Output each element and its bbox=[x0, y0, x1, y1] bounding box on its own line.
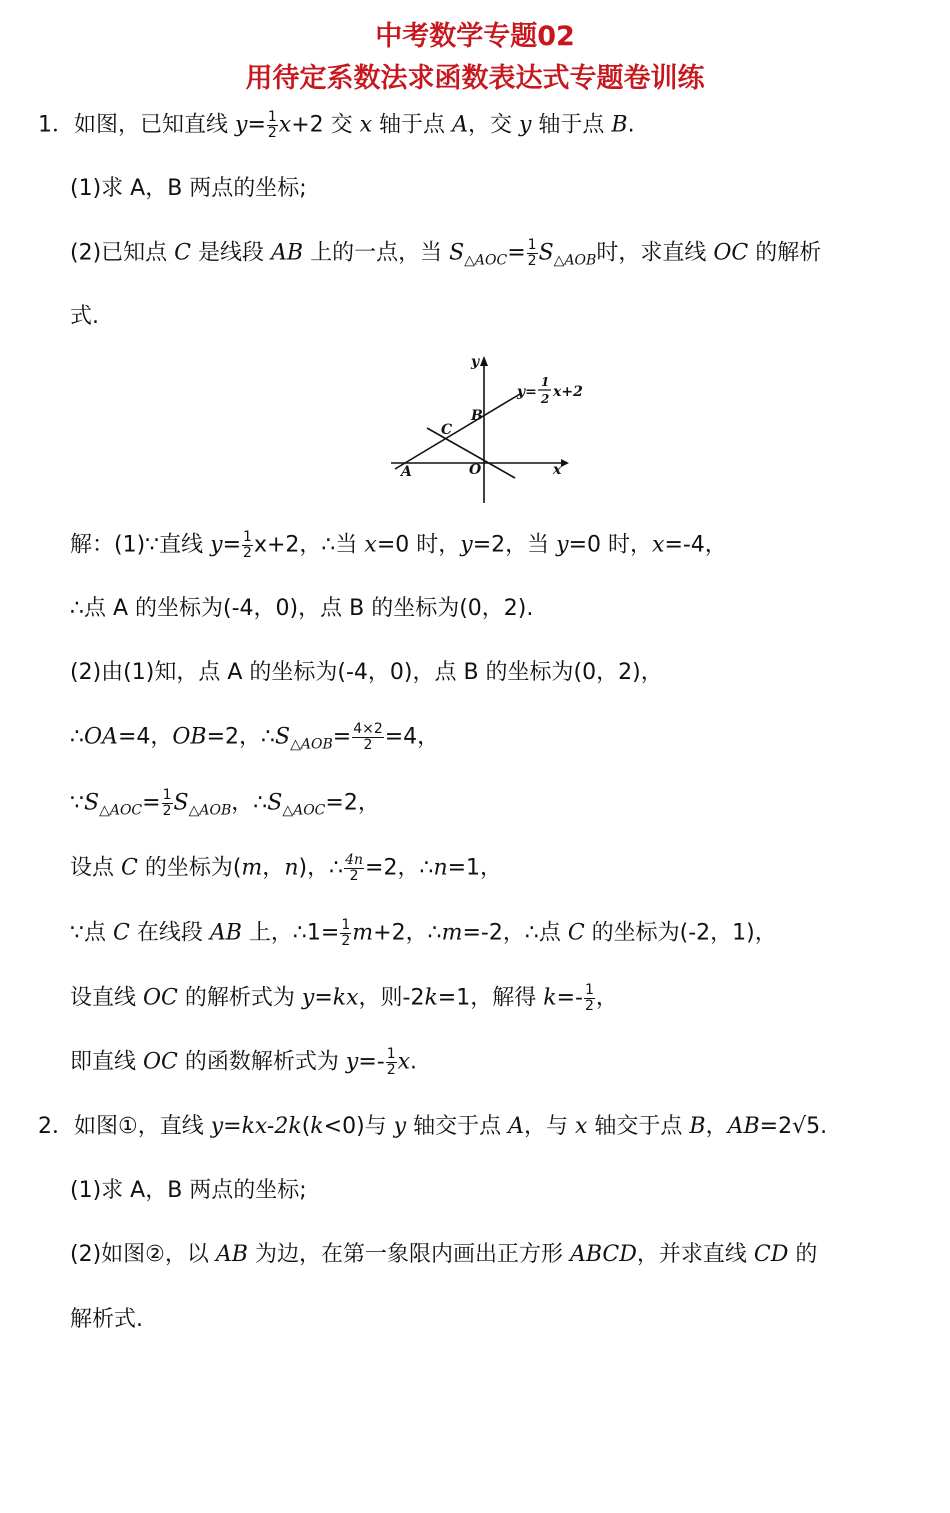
q1-stem: 1．如图，已知直线 y= $\frac{1}{2}$ x+2 交 x 轴于点 A，交 y 轴于点 B. bbox=[38, 109, 635, 141]
label-y: y bbox=[471, 354, 480, 370]
q2-part2: (2)如图②，以 AB 为边，在第一象限内画出正方形 ABCD，并求直线 CD 的 bbox=[70, 1242, 818, 1267]
label-c: C bbox=[441, 422, 453, 438]
q2-stem: 2．如图①，直线 y=kx-2k(k<0)与 y 轴交于点 A，与 x 轴交于点 B，AB=2√5. bbox=[38, 1114, 828, 1139]
q1-solution-line9: 即直线 OC 的函数解析式为 y=- $\frac{1}{2}$ x. bbox=[70, 1046, 418, 1078]
q1-part2-cont: 式. bbox=[70, 304, 99, 329]
label-x: x bbox=[553, 462, 562, 478]
q1-solution-line3: (2)由(1)知，点 A 的坐标为(-4，0)，点 B 的坐标为(0，2)， bbox=[70, 660, 663, 685]
fraction: $\frac{1}{2}$ bbox=[267, 109, 277, 141]
fraction: $\frac{4n}{2}$ bbox=[345, 852, 364, 884]
q2-part2-cont: 解析式. bbox=[70, 1307, 143, 1332]
page-subtitle: 用待定系数法求函数表达式专题卷训练 bbox=[245, 63, 705, 94]
label-eq-a: y= bbox=[517, 384, 537, 400]
label-eq-num: 1 bbox=[541, 375, 550, 389]
label-eq-b: x+2 bbox=[553, 384, 583, 400]
fraction: $\frac{1}{2}$ bbox=[162, 787, 172, 819]
label-eq-den: 2 bbox=[541, 392, 550, 406]
q1-solution-line2: ∴点 A 的坐标为(-4，0)，点 B 的坐标为(0，2). bbox=[70, 596, 534, 621]
fraction: $\frac{4\times 2}{2}$ bbox=[353, 721, 383, 753]
fraction: $\frac{1}{2}$ bbox=[386, 1046, 396, 1078]
q1-solution-line6: 设点 C 的坐标为(m，n)，∴ $\frac{4n}{2}$ =2，∴n=1， bbox=[70, 852, 503, 884]
coordinate-figure bbox=[385, 348, 585, 508]
q1-solution-line7: ∵点 C 在线段 AB 上，∴1= $\frac{1}{2}$ m+2，∴m=-2，∴点 C 的坐标为(-2，1)， bbox=[70, 917, 777, 949]
q1-solution-line5: $\because S_{\triangle AOC}=$ $\frac{1}{2}$ $S_{\triangle AOB}$，$\therefore S_{\triangle AOC}=2$， bbox=[70, 787, 380, 819]
q1-solution-line1: 解：(1)∵直线 y= $\frac{1}{2}$ x+2，∴当 x=0 时，y=2，当 y=0 时，x=-4， bbox=[70, 529, 727, 561]
fraction: $\frac{1}{2}$ bbox=[527, 237, 537, 269]
page-title: 中考数学专题02 bbox=[375, 21, 575, 52]
q1-part2: (2)已知点 C 是线段 AB 上的一点，当 $S_{\triangle AOC}=$ $\frac{1}{2}$ $S_{\triangle AOB}$时，求直线 OC 的解析 bbox=[70, 237, 822, 269]
label-a: A bbox=[401, 464, 412, 480]
q1-part1: (1)求 A，B 两点的坐标; bbox=[70, 176, 307, 201]
fraction: $\frac{1}{2}$ bbox=[584, 982, 594, 1014]
x-axis-arrow bbox=[561, 459, 569, 467]
label-b: B bbox=[471, 408, 483, 424]
label-o: O bbox=[469, 462, 482, 478]
y-axis-arrow bbox=[480, 356, 488, 366]
fraction: $\frac{1}{2}$ bbox=[341, 917, 351, 949]
q2-part1: (1)求 A，B 两点的坐标; bbox=[70, 1178, 307, 1203]
fraction: $\frac{1}{2}$ bbox=[243, 529, 252, 561]
line-ab bbox=[395, 394, 520, 469]
q1-solution-line4: ∴OA=4，OB=2，$\therefore S_{\triangle AOB}=$ $\frac{4\times 2}{2}$ =4， bbox=[70, 721, 440, 753]
q1-solution-line8: 设直线 OC 的解析式为 y=kx，则-2k=1，解得 k=- $\frac{1}{2}$ ， bbox=[70, 982, 618, 1014]
